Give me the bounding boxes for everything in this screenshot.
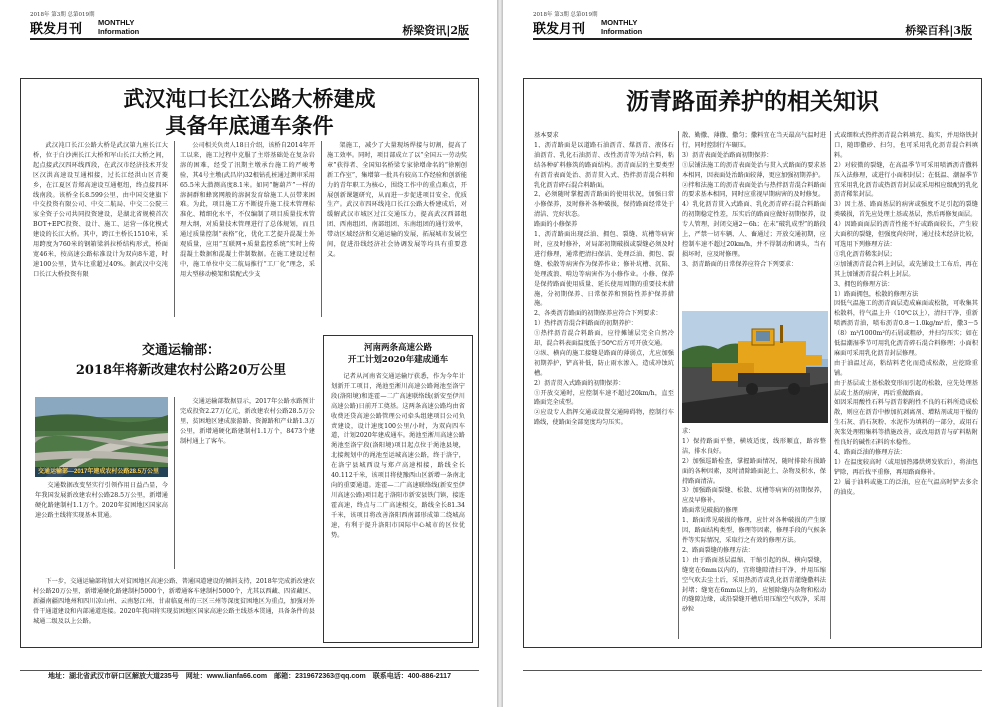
main-col-3-text: 架施工，减少了大量现场焊接与切割，提高了施工效率。同时，项目部成立了以“全国五一劳动奖章”获得者、全国知名桥梁专家徐增命名的“徐刚创新工作室”，集增第一批具有较高工作经验和创新能力的青年职工为核心，围绕工作中的重点难点，开展创新课题研究，从而进一步促进项目安全、优质生产。武汉市四环线沌口长江公路大桥建成后，对缓解武汉市城区过江交通压力，提高武汉西部组团、西南组团、南部组团、东南组团的通行效率，带动区域经济和交通运输的发展，拓展城市发展空间，促进沿线经济社会协调发展等均具有重要意义。 [327,142,467,258]
title-line-1: 武汉沌口长江公路大桥建成 [123,86,376,111]
article-2-title-line-2: 2018年将新改建农村公路20万公里 [75,363,287,378]
right-col-3: 式或细粒式热拌沥青混合料填充、捣实，并用烙铁封口，随即撒砂、扫匀，也可采用乳化沥青混合料填料。 2）对较微的裂缝，在高温季节可采用喷洒沥青撒料压入法修理，或进行小面积封层；在低温、潮湿季节宜采用乳化沥青或热沥青封层或采用相应级配的乳化沥青稀浆封层。 3）因土基、路面基层的病害或强度不足引起的裂缝类破损，首先应处理土基或基层，然后再修复面层。 4）因路面面层的沥青性能不好或路面较长，产生较大面积的裂缝，但强度尚好时，通过技术经济比较，可选用下列修理方法： ①乳化沥青稀浆封层； ②加铺沥青混合料上封层，或先铺设土工布后，再在其上加铺沥青混合料上封层。 3、拥包的修理方法： 1）路面拥包，松散的修理方法 因低气温施工的沥青面层造成麻面或松散，可收集其松散料，待气温上升（10℃以上），清扫干净，重新喷洒沥青油，喷布沥青0.8～1.0kg/m²后，撒3～5（8）m³/1000m²的石屑或粗砂，并扫匀压实；如在低温潮湿季节可用乳化沥青碎石混合料修理；小面积麻面可采用乳化沥青封层修理。 由于油温过高，粘结料老化而造成松散，应挖除重铺。 由于基层或土基松散变形而引起的松散，应先处理基层或土基的病害，再后重做路面。 如因采用酸性石料与沥青粘附性不良的石料所造成松散，则应在沥青中掺加抗剥离剂、增粘剂或用干燥的生石灰、消石灰粉、水泥作为填料的一部分，或用石灰浆处理粗集料等措施改善，或改用沥青与矿料粘附性良好的碱性石料的水稳性。 4、路面泛油的修理方法： 1）在温度较高时（或用加热器烘烤发软后），将油包铲除，再后找平重修，再用路面修补。 2）属于油料或施工的泛油，应在气温高时铲去多余的油皮。 [834,132,978,496]
main-col-1-text: 武汉沌口长江公路大桥是武汉第九座长江大桥，位于白沙洲长江大桥和军山长江大桥之间，起点接武汉四环线西段，在武汉市经济技术开发区汉洪高速设互通相接，过长江经洪山区青菱乡，在江夏区青郑高速设互通枢纽，终点接四环线南段。该桥全长8.599公里，由中国交建旗下中交投资有限公司、中交二航局、中交二公院三家全资子公司共同投资建设，是湖北省规模首次BOT+EPC投资、设计、施工、运营一体化模式建设的长江大桥。其中，跨江主桥长1510米，采用跨度为760米的钢箱梁斜拉桥结构形式，桥面宽46米，按高速公路标准设计为双向8车道，时速100公里，货车比重超过40%。据武汉中交沌口长江大桥投资有限 [33,142,168,278]
article-2-bottom-text: 下一步，交通运输部将加大对贫困地区高速公路、普通国道建设的倾斜支持，2018年完成新改建农村公路20万公里，新增通硬化路建制村5000个，新增通客车建制村5000个，尤其以西藏、四省藏区、新疆南疆四地州和四川凉山州、云南怒江州、甘肃临夏州的三区三州等深度贫困地区为重点，加强对外骨干通道建设和内部通道连接。2020年我国将实现贫困地区国家高速公路主线基本贯通，具备条件的县城通二级及以上公路。 [33,578,315,625]
left-content-frame [20,78,479,648]
right-col-2-bottom: 求： 1）保持路面平整，横坡适度，线形顺直，路容整洁，排水良好。 2）加强巡路检查，掌握路面情况，随时排除有损路面的各种因素，及时清除路面泥土、杂物及积水，保持路面清洁。 3）加强路面裂缝、松散、坑槽等病害的初期保养，应及早修补。 路面常见破损的修理 1、路面常见破损的修理，应针对各种破损的产生原因，路面结构类型，修理等因素，修理手段的气候条件等实际情况，采取行之有效的修理方法。 2、路面裂缝的修理方法： 1）由于路面基层温缩、干缩引起的纵、横向裂缝，缝宽在6mm以内的，宜将缝隙清扫干净，并用压缩空气吹去尘土后，采用热沥青或乳化沥青灌缝撒料法封堵；缝宽在6mm以上的，应刨除缝内杂物和松动的缝隙边缘，或沿裂缝开槽后用压缩空气吹净，采用砂粒 [682,428,826,614]
left-footer: 地址：湖北省武汉市研口区解放大道235号 网址：www.lianfa66.com 邮箱：2319672363@qq.com 联系电话：400-886-2117 [20,670,479,682]
left-header [14,10,483,40]
main-col-2-text: 公司相关负责人18日介绍，该桥自2014年开工以来，施工过程中克服了主塔基础处在复杂岩溶的困难，经受了汛期主墩承台施工的严峻考验，其4号主墩(武昌岸)32根钻孔桩通过测审采用65.5米大潜测高度8.1米。如同“糖葫芦”一样的溶洞群和蜂窝网般的溶洞发育给施工人员带来困难。为此，项目施工方不断提升施工技术管理标准化、精细化水平，不仅编制了项目质量技术管理大纲，对质量技术管理进行了总体规划，而且通过质量控制“表格”化，优化工艺提升混凝土外观质量，应用“互联网+质量监控系统”实时上传混凝土数据和混凝土伴制数据。在施工建设过程中，施工单位中交二航局推行“工厂化”理念，采用大型移动模架和装配式少支 [180,142,315,278]
left-page [0,0,497,707]
issue-line: 2018年 第3期 总第019期 [30,12,95,18]
header-rule [533,38,972,40]
information-label: Information [601,26,643,36]
monthly-label: MONTHLY [601,18,638,27]
main-article-col-2 [180,141,315,319]
article-3-title-line-1: 河南两条高速公路 [363,343,432,353]
paper-name: 联发月刊 [533,22,586,37]
right-col-2-top: 散、勤撒、薄撒、撒匀；撒料宜在当天最高气温时进行，同时控制行车碾压。 3）沥青表面处治路面初期保养： ①层铺法施工的沥青表面处治与贯入式路面的要求基本相同，因表面处治路面较薄，更应加强初期养护。 ②拌和法施工的沥青表面处治与热拌沥青混合料路面的要求基本相同，同时应重视早期病害的及时修复。 4）乳化沥青贯入式路面、乳化沥青碎石混合料路面的初期稳定性差，压实后的路面应做好初期保养，设专人管理，封闭交通2～6h；在未“破乳成型”的路段上，严禁一切车辆、人、畜通过；开放交通初期，应控制车速不超过20km/h，并不得制动和调头，当有损坏时，应及时修理。 3、沥青路面的日常保养应符合下列要求： [682,132,826,268]
column-divider [678,131,679,639]
right-content-frame [523,78,982,648]
monthly-information-logo [98,19,139,36]
article-2-col-2-text: 交通运输部数据显示，2017年公路水路预计完成投资2.27万亿元，新改建农村公路28.5万公里，贫困地区建成旅游路、资源路和产业路1.3万公里，新增通硬化路建制村1.1万个，8473个建制村通上了客车。 [180,398,315,445]
right-page-title: 沥青路面养护的相关知识 [626,88,879,115]
information-label: Information [98,26,140,36]
right-col-1: 基本要求 1、沥青路面是以道路石油沥青、煤沥青、液体石油沥青、乳化石油沥青、改性沥青等为结合料，粘结各种矿料修筑的路面结构。沥青面层的主要类型有沥青表面处治、沥青贯入式、热拌沥青混合料和乳化沥青碎石混合料路面。 2、必须随时掌握沥青路面的使用状况，加强日常小修保养，及时修补各种破损，保持路面经常处于清洁、完好状态。 路面的小修保养 1、沥青路面出现泛油、拥包、裂缝、坑槽等病害时，应及时修补，对局部初期破损或裂缝必须及时进行修理，通常把清扫保洁、处理泛油、拥包、裂缝、松散等病害作为保养作业；修补坑槽、沉陷、处理波浪、啃边等病害作为小修作业。小修、保养是保持路面使用质量、延长使用周期的重要技术措施，分初期保养、日常保养和预防性养护保养措施。 2、各类沥青路面的初期保养应符合下列要求： 1）热拌沥青混合料路面的初期养护： ①热拌沥青混合料路面，应待摊铺层完全自然冷却，混合料表面温度低于50℃后方可开放交通。 ②纵、横向的施工接缝是路面的薄弱点，尤应加强初期养护，铲高补低，防止雨水渗入，造成冲蚀坑槽。 2）沥青贯入式路面的初期保养： ①开放交通时，应控制车速不超过20km/h，直至路面完全成型。 ②应设专人指挥交通或设置交通障碍物，控制行车路线，使路面全部宽度均匀压实。 [534,132,674,427]
column-divider [830,131,831,639]
photo-caption-text: 交通运输部—2017年建成农村公路28.5万公里 [38,469,160,475]
article-3-col [331,372,465,638]
main-article-col-3 [327,141,467,319]
monthly-information-logo [601,19,642,36]
section-label: 桥梁百科|3版 [905,24,972,37]
header-rule [30,38,469,40]
paving-machine-svg [682,311,828,423]
article-2-col-1-text: 交通数据改变坚实行引领作用日益凸显，今年我国发展新改建农村公路28.5万公里，新增通硬化路建制村1.1万个。2020年贫困地区国家高速公路主线将实现基本贯通。 [35,482,168,519]
right-header [517,10,986,40]
right-page [503,0,1000,707]
main-article-title [21,85,478,139]
right-footer [523,670,982,682]
column-divider [174,397,175,569]
article-3-title [324,342,472,366]
article-2-col-1 [35,481,168,571]
article-3-text: 记者从河南省交通运输厅获悉，作为今年计划新开工项目，渑池至淅川高速公路渑池至洛宁段(洛阳境)和连霍—二广高速联络线(新安至伊川高速公路)日前开工奠基。这两条高速公路均由省收费还贷高速公路管理公司牵头组建项目公司负责建设，设计速度100公里/小时，为双向四车道，计划2020年建成通车。渑池至淅川高速公路渑池至洛宁段(洛阳境)项目起点位于渑池县境，北接规划中的渑池至运城高速公路，终于洛宁，在洛宁县城西设与郑卢高速相接，路线全长40.112千米，该项目将使豫西山区新增一条南北向的重要通道。连霍—二广高速联络线(新安至伊川高速公路)项目起于洛阳市新安县铁门镇，接连霍高速，终点与二广高速相交，路线全长81.34千米，该项目将改善洛阳西南部形成第二绕城高速，有利于提升洛阳市国际中心城市的区位优势。 [331,373,465,539]
highway-aerial-photo [35,397,168,477]
title-line-2: 具备年底通车条件 [165,113,334,138]
article-2-title [31,341,331,385]
article-3-box [323,335,473,643]
article-3-title-line-2: 开工计划2020年建成通车 [347,355,449,365]
issue-line: 2018年 第3期 总第019期 [533,12,598,18]
paper-name: 联发月刊 [30,22,83,37]
article-2-title-line-1: 交通运输部： [141,343,220,358]
monthly-label: MONTHLY [98,18,135,27]
article-2-col-2 [180,397,315,572]
article-2-bottom [33,577,315,643]
section-label: 桥梁资讯|2版 [402,24,469,37]
main-article-col-1 [33,141,168,319]
highway-photo-svg [35,397,168,477]
column-divider [174,141,175,317]
paving-machine-photo [682,311,828,423]
column-divider [321,141,322,317]
